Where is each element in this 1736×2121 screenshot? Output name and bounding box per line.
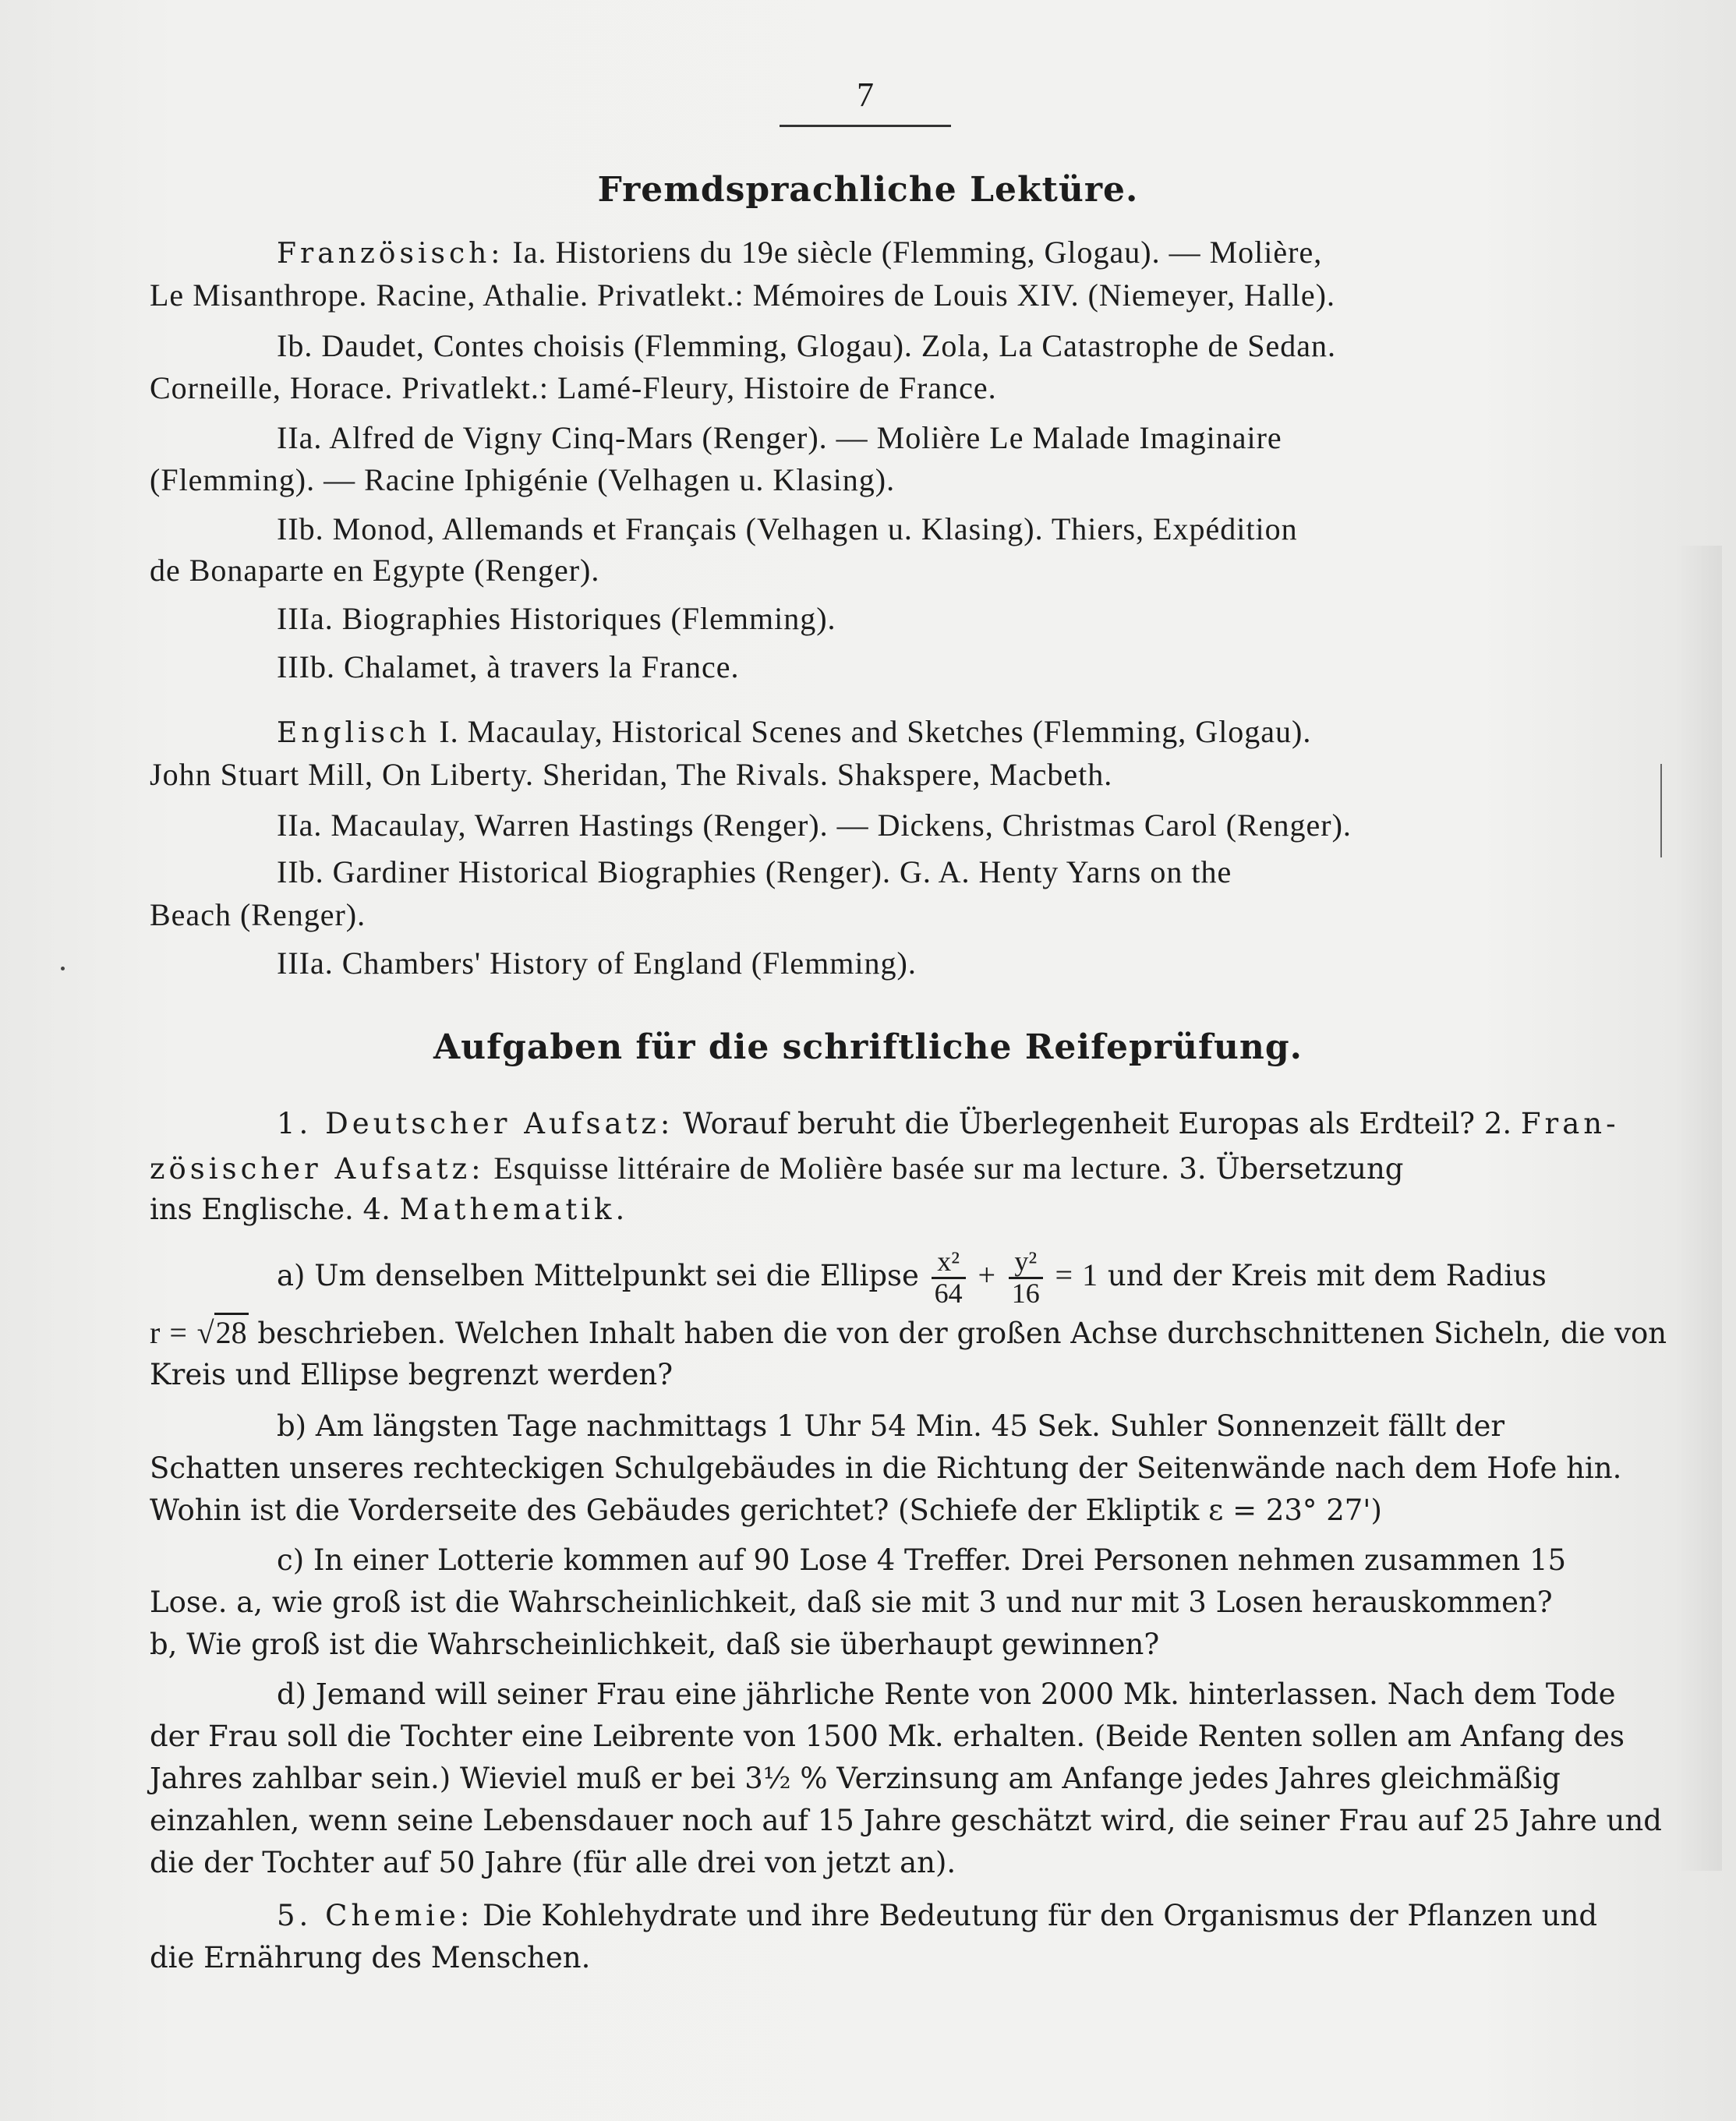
equation-tail: = 1 [1055,1257,1099,1292]
english-translation-label: ins Englische. 4. [150,1193,391,1226]
french-label: Französisch: [277,238,504,270]
page-number-rule [780,125,951,127]
mathematics-label: Mathematik. [399,1193,629,1226]
fraction-x-squared-over-64 [932,1247,966,1309]
french-iib-line-2: de Bonaparte en Egypte (Renger). [150,553,600,588]
french-ia-line-1 [277,234,1579,270]
french-ib-line-2: Corneille, Horace. Privatlekt.: Lamé-Fleury, Histoire de France. [150,370,997,405]
math-a-line-1-end: und der Kreis mit dem Radius [1107,1258,1547,1292]
fraction-y-squared-over-16 [1009,1247,1043,1309]
math-a-line-2-rest: beschrieben. Welchen Inhalt haben die von der großen Achse durchschnittenen Sicheln, die von [257,1317,1667,1350]
square-root-sign: √ [196,1315,214,1350]
square-root-value: 28 [214,1313,249,1350]
math-b-line-1: b) Am längsten Tage nachmittags 1 Uhr 54 Min. 45 Sek. Suhler Sonnenzeit fällt der [277,1409,1505,1443]
math-a-intro: a) Um denselben Mittelpunkt sei die Ellipse [277,1258,919,1292]
english-iia-line: IIa. Macaulay, Warren Hastings (Renger). — Dickens, Christmas Carol (Renger). [277,808,1352,843]
math-d-line-1: d) Jemand will seiner Frau eine jährliche Rente von 2000 Mk. hinterlassen. Nach dem Tode [277,1677,1616,1711]
math-c-line-3: b, Wie groß ist die Wahrscheinlichkeit, daß sie überhaupt gewinnen? [150,1628,1160,1661]
french-ib-line-1: Ib. Daudet, Contes choisis (Flemming, Glogau). Zola, La Catastrophe de Sedan. [277,328,1336,363]
math-b-line-3: Wohin ist die Vorderseite des Gebäudes gerichtet? (Schiefe der Ekliptik ε = 23° 27') [150,1494,1382,1527]
french-iib-line-1: IIb. Monod, Allemands et Français (Velhagen u. Klasing). Thiers, Expédition [277,511,1298,546]
chemistry-line-1 [277,1899,1597,1932]
math-d-line-4: einzahlen, wenn seine Lebensdauer noch auf 15 Jahre geschätzt wird, die seiner Frau auf 25 Jahre und [150,1804,1662,1837]
german-essay-label: 1. Deutscher Aufsatz: [277,1107,674,1140]
translation-label: 3. Übersetzung [1179,1152,1404,1186]
plus-sign: + [978,1257,996,1292]
french-iia-line-2: (Flemming). — Racine Iphigénie (Velhagen u. Klasing). [150,462,896,497]
french-ia-text-1: Ia. Historiens du 19e siècle (Flemming, Glogau). — Molière, [512,235,1323,270]
radius-label: r = [150,1315,188,1350]
english-i-line-1 [277,713,1311,750]
english-i-text-1: I. Macaulay, Historical Scenes and Sketches (Flemming, Glogau). [439,714,1312,749]
math-a-line-1 [277,1247,1547,1309]
french-iiib-line: IIIb. Chalamet, à travers la France. [277,649,740,684]
chemistry-label: 5. Chemie: [277,1899,474,1932]
lecture-heading: Fremdsprachliche Lektüre. [597,170,1139,210]
exam-line-1 [277,1107,1620,1140]
fraction-2-denominator: 16 [1011,1277,1040,1309]
math-a-line-3: Kreis und Ellipse begrenzt werden? [150,1358,674,1391]
french-iiia-line: IIIa. Biographies Historiques (Flemming). [277,601,836,636]
english-i-line-2: John Stuart Mill, On Liberty. Sheridan, The Rivals. Shakspere, Macbeth. [150,757,1113,792]
fraction-1-numerator: x² [932,1247,966,1279]
math-a-line-2 [150,1314,1667,1351]
english-label: Englisch [277,717,431,749]
french-essay-topic: Esquisse littéraire de Molière basée sur ma lecture. [493,1151,1170,1186]
german-essay-topic: Worauf beruht die Überlegenheit Europas als Erdteil? 2. [683,1107,1512,1140]
math-c-line-1: c) In einer Lotterie kommen auf 90 Lose 4 Treffer. Drei Personen nehmen zusammen 15 [277,1543,1567,1577]
english-iib-line-1: IIb. Gardiner Historical Biographies (Renger). G. A. Henty Yarns on the [277,854,1232,889]
french-essay-label-end: zösischer Aufsatz: [150,1152,485,1186]
math-c-line-2: Lose. a, wie groß ist die Wahrscheinlichkeit, daß sie mit 3 und nur mit 3 Losen herauskommen? [150,1585,1553,1619]
french-iia-line-1: IIa. Alfred de Vigny Cinq-Mars (Renger). — Molière Le Malade Imaginaire [277,420,1282,455]
math-d-line-5: die der Tochter auf 50 Jahre (für alle drei von jetzt an). [150,1846,956,1879]
exam-line-3 [150,1193,628,1226]
margin-pencil-mark [1660,764,1662,857]
exam-heading: Aufgaben für die schriftliche Reifeprüfung. [433,1027,1303,1067]
exam-line-2 [150,1150,1403,1186]
ink-speck [61,967,65,970]
english-iiia-line: IIIa. Chambers' History of England (Flemming). [277,946,917,981]
page-number: 7 [857,76,874,114]
french-ia-line-2: Le Misanthrope. Racine, Athalie. Privatlekt.: Mémoires de Louis XIV. (Niemeyer, Halle). [150,277,1335,313]
math-b-line-2: Schatten unseres rechteckigen Schulgebäudes in die Richtung der Seitenwände nach dem Hofe hin. [150,1451,1622,1485]
chemistry-topic: Die Kohlehydrate und ihre Bedeutung für den Organismus der Pflanzen und [483,1899,1598,1932]
english-iib-line-2: Beach (Renger). [150,897,366,932]
fraction-2-numerator: y² [1009,1247,1043,1279]
fraction-1-denominator: 64 [934,1277,963,1309]
math-d-line-3: Jahres zahlbar sein.) Wieviel muß er bei 3½ % Verzinsung am Anfange jedes Jahres gleichmäßig [150,1762,1561,1795]
page-spine-shadow [1675,546,1722,1871]
math-d-line-2: der Frau soll die Tochter eine Leibrente von 1500 Mk. erhalten. (Beide Renten sollen am Anfang des [150,1720,1625,1753]
french-essay-label-start: Fran- [1520,1107,1620,1140]
chemistry-line-2: die Ernährung des Menschen. [150,1941,591,1974]
